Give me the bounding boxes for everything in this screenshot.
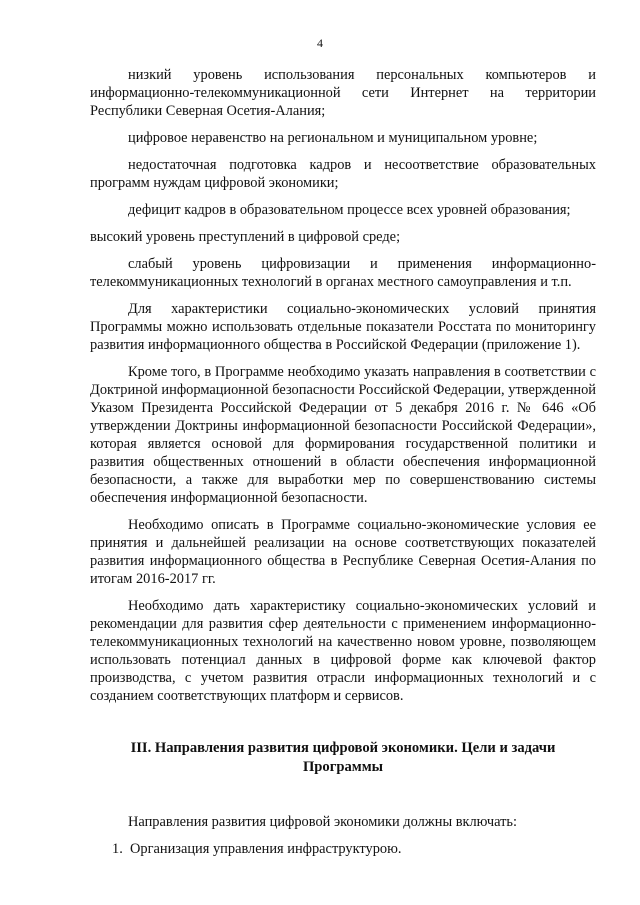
paragraph-staff-training: недостаточная подготовка кадров и несоответствие образовательных программ нуждам цифровой экономики; (90, 157, 596, 191)
paragraph-socioeconomic-conditions: Необходимо описать в Программе социально-экономические условия ее принятия и дальнейшей реализации на основе соответствующих показателей развития информационного общества в Республике Северная Осетия-Алания по итогам 2016-2017 гг. (90, 517, 596, 587)
paragraph-security-doctrine: Кроме того, в Программе необходимо указать направления в соответствии с Доктриной информационной безопасности Российской Федерации, утвержденной Указом Президента Российской Федерации от 5 декабря 2016 г. № 646 «Об утверждении Доктрины информационной безопасности Российской Федерации», которая является основой для формирования государственной политики и развития общественных отношений в области обеспечения информационной безопасности, а также для выработки мер по совершенствованию системы обеспечения информационной безопасности. (90, 364, 596, 506)
paragraph-staff-deficit: дефицит кадров в образовательном процессе всех уровней образования; (128, 202, 571, 218)
section-heading: III. Направления развития цифровой экономики. Цели и задачи Программы (130, 740, 556, 775)
paragraph-directions-intro: Направления развития цифровой экономики должны включать: (128, 814, 517, 830)
paragraph-rosstat-indicators: Для характеристики социально-экономических условий принятия Программы можно использовать отдельные показатели Росстата по мониторингу развития информационного общества в Российской Федерации (приложение 1). (90, 301, 596, 353)
paragraph-cybercrime: высокий уровень преступлений в цифровой среде; (90, 229, 401, 245)
paragraph-low-pc-usage: низкий уровень использования персональных компьютеров и информационно-телекоммуникационной сети Интернет на территории Республики Северная Осетия-Алания; (90, 67, 596, 119)
list-item (112, 840, 596, 858)
paragraph-recommendations: Необходимо дать характеристику социально-экономических условий и рекомендации для развития сфер деятельности с применением информационно-телекоммуникационных технологий на качественно новом уровне, позволяющем использовать потенциал данных в цифровой форме как ключевой фактор производства, с учетом развития отрасли информационных технологий и с созданием соответствующих платформ и сервисов. (90, 598, 596, 704)
document-body (90, 66, 596, 858)
paragraph-digital-inequality: цифровое неравенство на региональном и муниципальном уровне; (128, 130, 538, 146)
page-number: 4 (317, 36, 323, 50)
list-item-text: Организация управления инфраструктурою. (130, 841, 402, 857)
list-item-number: 1. (112, 841, 123, 857)
paragraph-weak-digitalization: слабый уровень цифровизации и применения информационно-телекоммуникационных технологий в органах местного самоуправления и т.п. (90, 256, 596, 290)
